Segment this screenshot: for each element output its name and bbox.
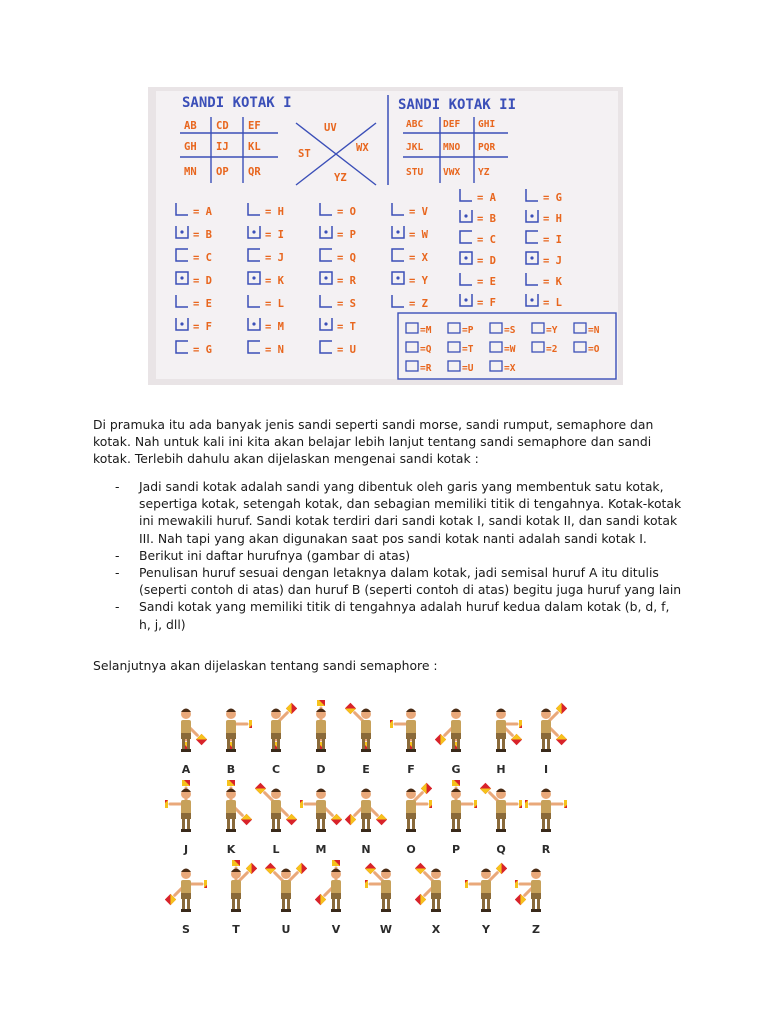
semaphore-figure	[165, 700, 207, 776]
semaphore-letter: M	[315, 843, 327, 856]
kotak-symbol	[460, 189, 472, 201]
grid2-cell: JKL	[406, 142, 424, 153]
x-cell: YZ	[334, 172, 347, 184]
kotak-symbol	[406, 323, 418, 333]
grid1-cell: QR	[248, 166, 261, 178]
semaphore-letter: H	[496, 763, 506, 776]
sandi-kotak-drawing	[148, 87, 623, 385]
kotak-symbol	[176, 341, 188, 353]
symbol-letter: = B	[193, 229, 212, 241]
semaphore-figure	[265, 860, 307, 936]
symbol-letter: = J	[265, 252, 284, 264]
symbol-letter: =Y	[546, 325, 558, 336]
symbol-letter: = G	[543, 192, 562, 204]
grid1-cell: MN	[184, 166, 197, 178]
kotak-symbol	[176, 249, 188, 261]
symbol-letter: = D	[193, 275, 212, 287]
symbol-letter: =T	[462, 344, 474, 355]
x-cell: WX	[356, 142, 369, 154]
symbol-letter: = K	[543, 276, 562, 288]
kotak-symbol	[248, 203, 260, 215]
semaphore-letter: O	[406, 843, 416, 856]
semaphore-figure	[315, 860, 357, 936]
list-item	[93, 547, 683, 564]
semaphore-figure	[210, 700, 252, 776]
grid1-cell: GH	[184, 141, 197, 153]
grid2-cell: ABC	[406, 119, 424, 130]
symbol-letter: = A	[477, 192, 496, 204]
symbol-letter: =U	[462, 363, 474, 374]
semaphore-figure	[390, 700, 432, 776]
semaphore-letter: J	[183, 843, 189, 856]
semaphore-letter: E	[362, 763, 370, 776]
bullet-dash: -	[115, 599, 120, 615]
semaphore-letter: A	[181, 763, 191, 776]
grid1-cell: OP	[216, 166, 229, 178]
symbol-letter: = H	[543, 213, 562, 225]
symbol-letter: = V	[409, 206, 428, 218]
semaphore-figure	[480, 780, 522, 856]
symbol-letter: =R	[420, 363, 432, 374]
semaphore-letter: D	[316, 763, 326, 776]
kotak-dot	[180, 322, 183, 325]
symbol-letter: = I	[265, 229, 284, 241]
semaphore-figure	[255, 700, 297, 776]
grid2-cell: YZ	[478, 167, 490, 178]
symbol-letter: = W	[409, 229, 428, 241]
semaphore-figure	[365, 860, 407, 936]
x-cell: UV	[324, 122, 337, 134]
semaphore-row-2	[160, 780, 610, 856]
kotak-symbol	[490, 361, 502, 371]
semaphore-letter: G	[451, 763, 461, 776]
x-cell: ST	[298, 148, 311, 160]
grid2-cell: PQR	[478, 142, 496, 153]
semaphore-letter: V	[331, 923, 341, 936]
symbol-letter: = F	[477, 297, 496, 309]
symbol-letter: =X	[504, 363, 516, 374]
semaphore-figure	[480, 700, 522, 776]
symbol-letter: = B	[477, 213, 496, 225]
symbol-letter: =2	[546, 344, 558, 355]
semaphore-letter: S	[182, 923, 190, 936]
semaphore-letter: X	[431, 923, 441, 936]
kotak-symbol	[574, 323, 586, 333]
semaphore-figure	[165, 780, 207, 856]
symbol-letter: = K	[265, 275, 284, 287]
list-item	[93, 478, 683, 547]
kotak-dot	[530, 256, 533, 259]
semaphore-letter: R	[541, 843, 551, 856]
kotak-symbol	[532, 342, 544, 352]
sandi-kotak-photo	[148, 87, 623, 385]
semaphore-figure	[525, 700, 567, 776]
grid2-cell: STU	[406, 167, 424, 178]
symbol-letter: = C	[193, 252, 212, 264]
title-sandi-kotak-1: SANDI KOTAK I	[182, 95, 292, 111]
kotak-dot	[252, 276, 255, 279]
symbol-letter: = X	[409, 252, 428, 264]
semaphore-letter: T	[232, 923, 240, 936]
kotak-dot	[530, 214, 533, 217]
semaphore-letter: I	[543, 763, 549, 776]
symbol-letter: = E	[477, 276, 496, 288]
semaphore-letter: L	[272, 843, 280, 856]
symbol-letter: = G	[193, 344, 212, 356]
kotak-symbol	[460, 231, 472, 243]
grid2-cell: DEF	[443, 119, 461, 130]
kotak-symbol	[448, 361, 460, 371]
kotak-symbol	[448, 342, 460, 352]
semaphore-letter: K	[226, 843, 236, 856]
symbol-letter: = F	[193, 321, 212, 333]
kotak-symbol	[448, 323, 460, 333]
symbol-letter: = Y	[409, 275, 428, 287]
kotak-dot	[324, 276, 327, 279]
semaphore-figure	[515, 860, 557, 936]
symbol-letter: = O	[337, 206, 356, 218]
semaphore-figure	[390, 780, 432, 856]
semaphore-figure	[435, 780, 477, 856]
list-item	[93, 564, 683, 598]
kotak-symbol	[406, 342, 418, 352]
symbol-letter: =Q	[420, 344, 432, 355]
kotak-symbol	[526, 189, 538, 201]
semaphore-figure	[435, 700, 477, 776]
kotak-symbol	[176, 203, 188, 215]
sandi-kotak-bullet-list	[93, 478, 683, 633]
semaphore-figure	[165, 860, 207, 936]
kotak-symbol	[392, 295, 404, 307]
grid2-cell: VWX	[443, 167, 461, 178]
grid1-cell: IJ	[216, 141, 229, 153]
semaphore-intro-paragraph: Selanjutnya akan dijelaskan tentang sandi semaphore :	[93, 658, 438, 673]
kotak-dot	[396, 276, 399, 279]
symbol-letter: = S	[337, 298, 356, 310]
list-item-text: Berikut ini daftar hurufnya (gambar di atas)	[139, 547, 411, 563]
kotak-symbol	[406, 361, 418, 371]
semaphore-letter: Y	[482, 923, 490, 936]
symbol-letter: = T	[337, 321, 356, 333]
symbol-letter: = Z	[409, 298, 428, 310]
kotak-symbol	[460, 273, 472, 285]
symbol-letter: = J	[543, 255, 562, 267]
kotak-dot	[180, 230, 183, 233]
symbol-letter: = P	[337, 229, 356, 241]
symbol-letter: = H	[265, 206, 284, 218]
semaphore-letter: N	[361, 843, 371, 856]
kotak-symbol	[532, 323, 544, 333]
symbol-letter: = I	[543, 234, 562, 246]
kotak-symbol	[526, 231, 538, 243]
kotak-symbol	[320, 249, 332, 261]
grid1-cell: EF	[248, 120, 261, 132]
kotak-dot	[464, 298, 467, 301]
symbol-letter: =W	[504, 344, 516, 355]
symbol-letter: = N	[265, 344, 284, 356]
kotak-dot	[396, 230, 399, 233]
kotak-dot	[464, 214, 467, 217]
kotak-symbol	[490, 323, 502, 333]
kotak-dot	[530, 298, 533, 301]
kotak-symbol	[320, 203, 332, 215]
semaphore-figure	[300, 780, 342, 856]
kotak-dot	[324, 322, 327, 325]
kotak-dot	[252, 322, 255, 325]
semaphore-letter: B	[226, 763, 236, 776]
semaphore-row-1	[160, 700, 610, 776]
symbol-letter: =P	[462, 325, 474, 336]
semaphore-alphabet-figure	[160, 700, 610, 940]
semaphore-figure	[465, 860, 507, 936]
grid1-cell: AB	[184, 120, 197, 132]
title-sandi-kotak-2: SANDI KOTAK II	[398, 97, 517, 113]
semaphore-figure	[300, 700, 342, 776]
semaphore-figure	[345, 780, 387, 856]
grid1-cell: KL	[248, 141, 261, 153]
kotak-symbol	[490, 342, 502, 352]
grid2-cell: GHI	[478, 119, 496, 130]
kotak-dot	[464, 256, 467, 259]
kotak-symbol	[248, 341, 260, 353]
grid1-cell: CD	[216, 120, 229, 132]
symbol-letter: = D	[477, 255, 496, 267]
list-item	[93, 598, 683, 632]
symbol-letter: =N	[588, 325, 600, 336]
kotak-symbol	[574, 342, 586, 352]
semaphore-letter: F	[407, 763, 415, 776]
symbol-letter: = E	[193, 298, 212, 310]
symbol-letter: = L	[265, 298, 284, 310]
kotak-symbol	[176, 295, 188, 307]
kotak-symbol	[392, 249, 404, 261]
symbol-letter: = R	[337, 275, 356, 287]
kotak-symbol	[526, 273, 538, 285]
kotak-dot	[180, 276, 183, 279]
kotak-symbol	[248, 295, 260, 307]
list-item-text: Penulisan huruf sesuai dengan letaknya dalam kotak, jadi semisal huruf A itu ditulis (seperti contoh di atas) dan huruf B (seperti contoh di atas) begitu juga huruf yang lain	[139, 565, 682, 598]
kotak-symbol	[320, 295, 332, 307]
symbol-letter: = M	[265, 321, 284, 333]
symbol-letter: = A	[193, 206, 212, 218]
list-item-text: Jadi sandi kotak adalah sandi yang dibentuk oleh garis yang membentuk satu kotak, sepertiga kotak, setengah kotak, dan sebagian memiliki titik di tengahnya. Kotak-kotak ini mewakili huruf. Sandi kotak terdiri dari sandi kotak I, sandi kotak II, dan sandi kotak III. Nah tapi yang akan digunakan saat pos sandi kotak nanti adalah sandi kotak I.	[139, 479, 682, 546]
symbol-letter: =S	[504, 325, 516, 336]
semaphore-letter: P	[451, 843, 461, 856]
box3-items	[406, 323, 600, 374]
symbol-letter: = C	[477, 234, 496, 246]
symbol-letter: =O	[588, 344, 600, 355]
list-item-text: Sandi kotak yang memiliki titik di tengahnya adalah huruf kedua dalam kotak (b, d, f, h, j, dll)	[139, 599, 670, 632]
symbol-letter: = L	[543, 297, 562, 309]
semaphore-figure	[345, 700, 387, 776]
bullet-dash: -	[115, 479, 120, 494]
semaphore-letter: U	[281, 923, 291, 936]
kotak-symbol	[248, 249, 260, 261]
kotak-symbol	[392, 203, 404, 215]
symbol-letter: = U	[337, 344, 356, 356]
bullet-dash: -	[115, 547, 120, 563]
semaphore-figure	[215, 860, 257, 936]
semaphore-row-3	[160, 860, 610, 936]
symbol-letter: = Q	[337, 252, 356, 264]
semaphore-letter: Z	[532, 923, 540, 936]
kotak-dot	[324, 230, 327, 233]
semaphore-letter: Q	[496, 843, 506, 856]
semaphore-figure	[415, 860, 457, 936]
intro-paragraph: Di pramuka itu ada banyak jenis sandi seperti sandi morse, sandi rumput, semaphore dan kotak. Nah untuk kali ini kita akan belajar lebih lanjut tentang sandi semaphore dan sandi kotak. Terlebih dahulu akan dijelaskan mengenai sandi kotak :	[93, 417, 654, 467]
bullet-dash: -	[115, 565, 120, 581]
semaphore-letter: W	[379, 923, 393, 936]
kotak-dot	[252, 230, 255, 233]
semaphore-figure	[255, 780, 297, 856]
kotak-symbol	[320, 341, 332, 353]
semaphore-letter: C	[271, 763, 281, 776]
grid2-cell: MNO	[443, 142, 461, 153]
symbol-letter: =M	[420, 325, 432, 336]
semaphore-figure	[525, 780, 567, 856]
semaphore-figure	[210, 780, 252, 856]
